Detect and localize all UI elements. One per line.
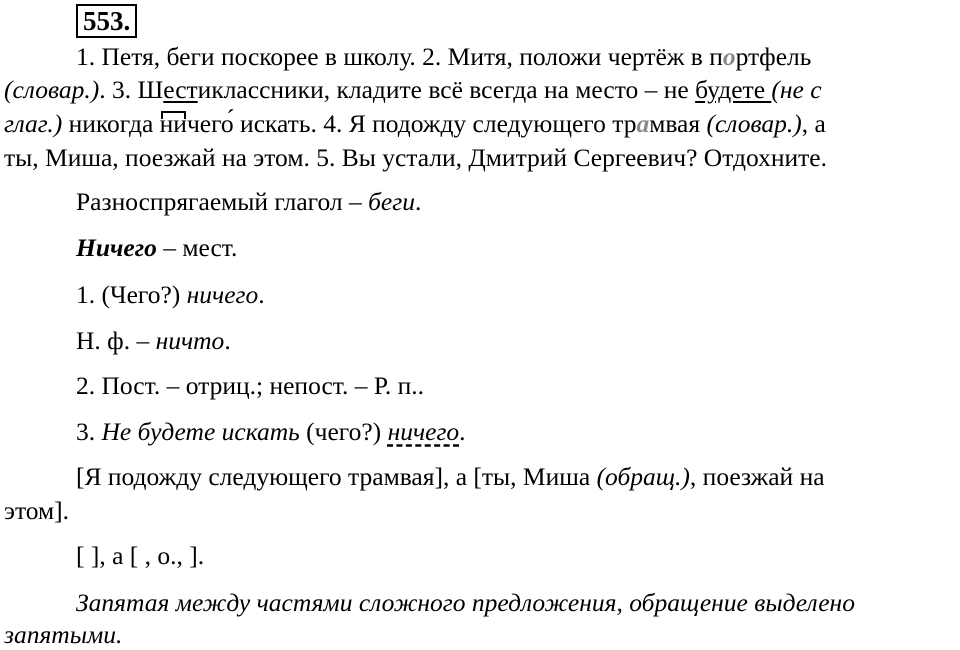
morph-point-2: 2. Пост. – отриц.; непост. – Р. п..: [76, 371, 425, 400]
text-line-1: 1. Петя, беги поскорее в школу. 2. Митя, положи чертёж в портфель: [76, 42, 812, 71]
note-dictionary: (словар.): [4, 75, 100, 104]
root-underline: ест: [163, 75, 198, 104]
note-dictionary: (словар.): [706, 109, 802, 138]
morph-point-3: 3. Не будете искать (чего?) ничего.: [76, 417, 466, 446]
object-dashed-underline: ничего: [387, 417, 460, 446]
dictionary-vowel: а: [636, 109, 650, 138]
note-glag: глаг.): [4, 109, 63, 138]
text-line-3: глаг.) никогда ничего́ искать. 4. Я подожду следующего трамвая (словар.), а: [4, 109, 826, 138]
exercise-number: 553.: [76, 4, 137, 38]
syntax-line-1: [Я подожду следующего трамвая], а [ты, Миша (обращ.), поезжай на: [76, 462, 825, 491]
initial-form: Н. ф. – ничто.: [76, 326, 231, 355]
syntax-line-2: этом].: [4, 496, 70, 525]
note-ne-s: (не с: [771, 75, 822, 104]
word-analysis-title: Ничего – мест.: [76, 233, 238, 262]
conclusion-line-2: запятыми.: [4, 620, 123, 649]
morph-point-1: 1. (Чего?) ничего.: [76, 280, 265, 309]
sentence-scheme: [ ], а [ , о., ].: [76, 541, 205, 570]
verb-analysis: Разноспрягаемый глагол – беги.: [76, 187, 422, 216]
dictionary-vowel: о: [722, 42, 736, 71]
text-line-4: ты, Миша, поезжай на этом. 5. Вы устали, Дмитрий Сергеевич? Отдохните.: [4, 143, 827, 172]
prefix-ni-mark: ни: [159, 109, 187, 138]
conclusion-line-1: Запятая между частями сложного предложения, обращение выделено: [76, 588, 855, 617]
ne-budete-underline: будете: [695, 75, 772, 104]
text-line-2: (словар.). 3. Шестиклассники, кладите всё всегда на место – не будете (не с: [4, 75, 822, 104]
